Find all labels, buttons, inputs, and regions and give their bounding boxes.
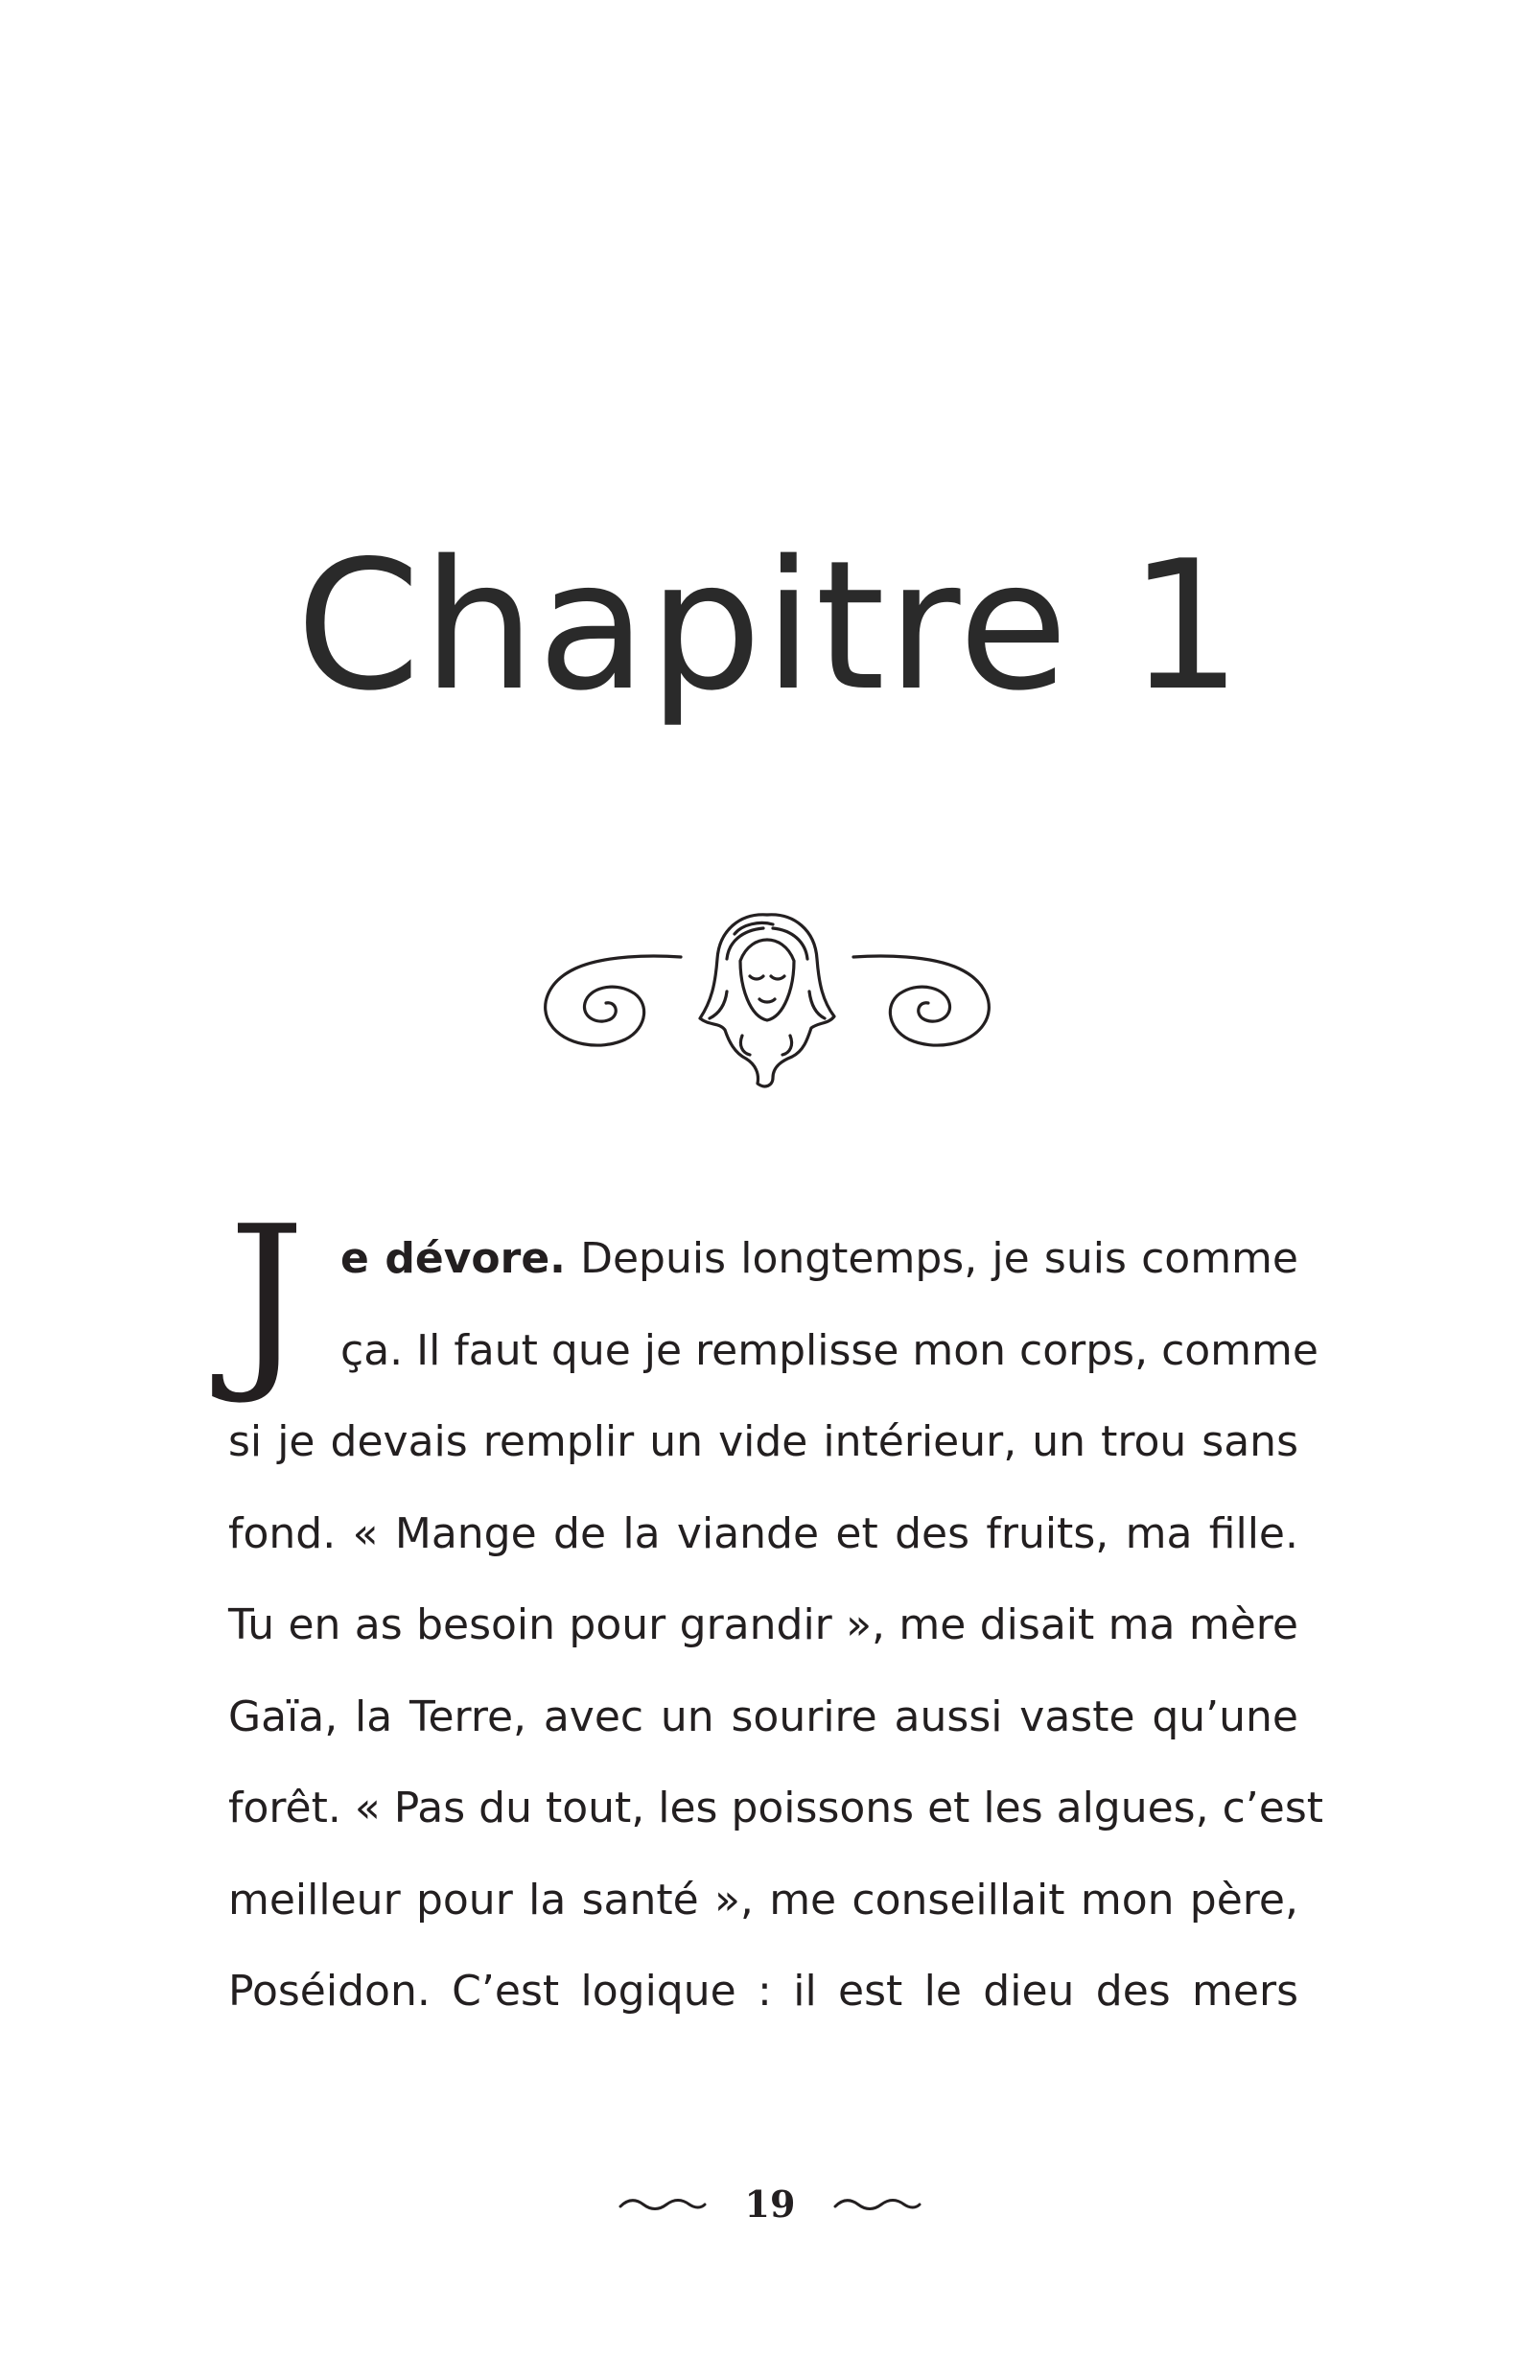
text-line: ça. Il faut que je remplisse mon corps, comme <box>340 1325 1318 1375</box>
page-number: 19 <box>744 2182 796 2226</box>
lead-in-bold: e dévore. <box>340 1234 566 1283</box>
drop-cap: J <box>228 1185 306 1409</box>
text-line-content: Depuis longtemps, je suis comme <box>565 1234 1298 1283</box>
text-line <box>228 1213 1298 1305</box>
text-line: forêt. « Pas du tout, les poissons et les algues, c’est <box>228 1784 1324 1832</box>
wave-icon <box>831 2195 923 2214</box>
text-line: Poséidon. C’est logique : il est le dieu des mers <box>228 1967 1298 2016</box>
text-line: Tu en as besoin pour grandir », me disait ma mère <box>228 1600 1298 1649</box>
text-line: meilleur pour la santé », me conseillait mon père, <box>228 1875 1298 1925</box>
chapter-title: Chapitre 1 <box>295 522 1245 730</box>
text-line: fond. « Mange de la viande et des fruits, ma fille. <box>228 1508 1298 1558</box>
face-with-spirals-ornament-icon <box>537 901 997 1093</box>
text-line: si je devais remplir un vide intérieur, un trou sans <box>228 1417 1298 1466</box>
chapter-body-text <box>228 1213 1324 2038</box>
text-line: Gaïa, la Terre, avec un sourire aussi vaste qu’une <box>228 1692 1298 1741</box>
page-footer <box>0 2179 1540 2226</box>
wave-icon <box>617 2195 709 2214</box>
